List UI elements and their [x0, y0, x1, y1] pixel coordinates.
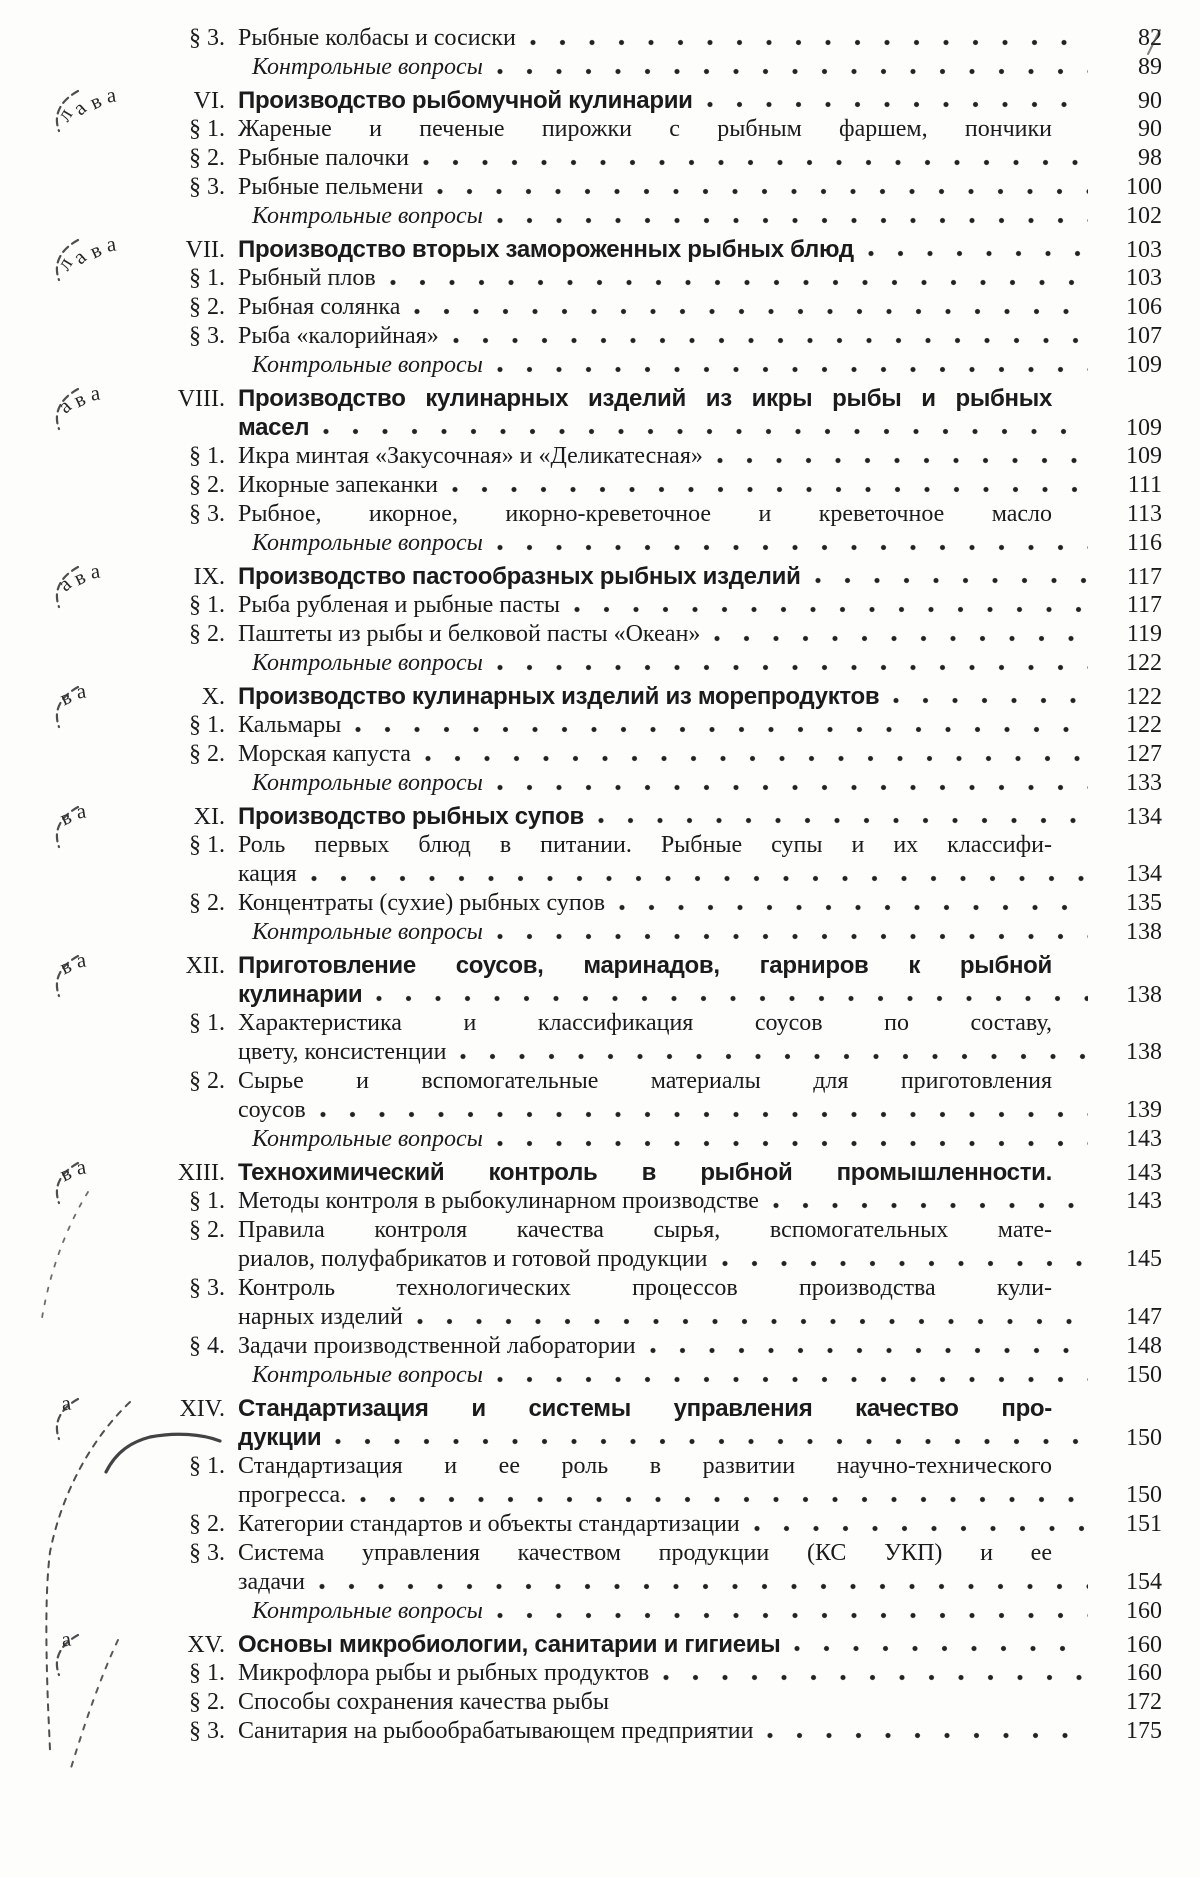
dot-leader: [717, 457, 1088, 464]
entry-title: Основы микробиологии, санитарии и гигиеиы: [238, 1631, 781, 1658]
entry-title: нарных изделий: [238, 1304, 403, 1330]
toc-line: [150, 1245, 1162, 1274]
toc-line: [150, 1423, 1162, 1452]
dot-leader: [453, 337, 1088, 344]
chapter-numeral: XI.: [193, 804, 225, 830]
margin-glava-fragment: ава: [62, 377, 150, 419]
page-number: 160: [1126, 1660, 1162, 1686]
page-number: 160: [1126, 1598, 1162, 1624]
toc-chapter-row: [59, 1390, 1162, 1423]
page-number: 160: [1126, 1632, 1162, 1658]
page-number: 145: [1126, 1246, 1162, 1272]
margin-glava-fragment: лава: [62, 228, 150, 270]
dot-leader: [497, 1376, 1088, 1383]
entry-title: Стандартизация и ее роль в развитии научно-технического: [238, 1453, 1052, 1479]
entry-title: Контрольные вопросы: [252, 203, 483, 229]
dot-leader: [390, 279, 1088, 286]
page-number: 100: [1126, 174, 1162, 200]
entry-title: Контрольные вопросы: [252, 530, 483, 556]
entry-title: Контрольные вопросы: [252, 1362, 483, 1388]
toc-line: [150, 1187, 1162, 1216]
page-number: 175: [1126, 1718, 1162, 1744]
page-number: 113: [1126, 501, 1162, 527]
toc-chapter-row: [51, 231, 1162, 275]
toc-line: [150, 351, 1162, 380]
dot-leader: [335, 1438, 1088, 1445]
entry-title: Производство пастообразных рыбных изделий: [238, 563, 801, 590]
entry-title: Рыбные палочки: [238, 145, 409, 171]
section-label: § 2.: [189, 472, 225, 498]
entry-title: Система управления качеством продукции (КС УКП) и ее: [238, 1540, 1052, 1566]
entry-title: Категории стандартов и объекты стандартизации: [238, 1511, 740, 1537]
dot-leader: [497, 544, 1088, 551]
entry-title: масел: [238, 414, 310, 441]
pen-flourish: [48, 801, 88, 849]
page-number: 172: [1126, 1689, 1162, 1715]
toc-line: [150, 1067, 1162, 1096]
entry-title: соусов: [238, 1097, 306, 1123]
pen-flourish: [48, 561, 88, 609]
chapter-numeral: XV.: [187, 1632, 225, 1658]
entry-title: кулинарии: [238, 981, 363, 1008]
dot-leader: [497, 366, 1088, 373]
page-number: 90: [1138, 116, 1162, 142]
page-number: 122: [1126, 650, 1162, 676]
entry-title: задачи: [238, 1569, 305, 1595]
dot-leader: [320, 1111, 1088, 1118]
section-label: § 1.: [189, 1660, 225, 1686]
entry-title: Приготовление соусов, маринадов, гарниров к рыбной: [238, 952, 1052, 979]
dot-leader: [663, 1674, 1088, 1681]
page-number: 138: [1126, 919, 1162, 945]
pen-flourish: [48, 1393, 88, 1441]
entry-title: Рыба «калорийная»: [238, 323, 439, 349]
section-label: § 3.: [189, 323, 225, 349]
toc-line: [150, 1303, 1162, 1332]
section-label: § 1.: [189, 712, 225, 738]
entry-title: Рыбные колбасы и сосиски: [238, 25, 516, 51]
section-label: § 1.: [189, 592, 225, 618]
toc-line: [150, 1568, 1162, 1597]
page-number: 107: [1126, 323, 1162, 349]
entry-title: Стандартизация и системы управления качество про-: [238, 1395, 1052, 1422]
entry-title: дукции: [238, 1424, 322, 1451]
section-label: § 2.: [189, 890, 225, 916]
margin-glava-fragment: ва: [62, 795, 150, 837]
page-number: 98: [1138, 145, 1162, 171]
page-number: 138: [1126, 1039, 1162, 1065]
toc-chapter-row: [52, 380, 1162, 418]
toc-line: [150, 620, 1162, 649]
section-label: § 2.: [189, 621, 225, 647]
dot-leader: [497, 1140, 1088, 1147]
toc-line: [150, 1009, 1162, 1038]
dot-leader: [497, 933, 1088, 940]
page-number: 122: [1126, 712, 1162, 738]
section-label: § 1.: [189, 265, 225, 291]
page-number: 150: [1126, 1362, 1162, 1388]
entry-title: Рыбные пельмени: [238, 174, 424, 200]
dot-leader: [452, 486, 1088, 493]
dot-leader: [714, 635, 1088, 642]
toc-line: [150, 500, 1162, 529]
page-number: 150: [1126, 1425, 1162, 1451]
entry-title: Микрофлора рыбы и рыбных продуктов: [238, 1660, 650, 1686]
entry-title: Контрольные вопросы: [252, 352, 483, 378]
section-label: § 2.: [189, 741, 225, 767]
chapter-numeral: X.: [201, 684, 225, 710]
page-number: 134: [1126, 804, 1162, 830]
chapter-numeral: XII.: [185, 953, 225, 979]
toc-line: [150, 1216, 1162, 1245]
section-label: § 1.: [189, 1453, 225, 1479]
entry-title: Производство кулинарных изделий из икры рыбы и рыбных: [238, 385, 1052, 412]
section-label: § 3.: [189, 1718, 225, 1744]
page-number: 133: [1126, 770, 1162, 796]
page-number: 147: [1126, 1304, 1162, 1330]
chapter-numeral: XIII.: [177, 1160, 225, 1186]
page-number: 134: [1126, 861, 1162, 887]
toc-chapter-row: [55, 947, 1162, 980]
toc-line: [150, 1125, 1162, 1154]
toc-line: [150, 1096, 1162, 1125]
page-number: 139: [1126, 1097, 1162, 1123]
section-label: § 2.: [189, 294, 225, 320]
dot-leader: [893, 697, 1088, 704]
entry-title: риалов, полуфабрикатов и готовой продукции: [238, 1246, 708, 1272]
dot-leader: [417, 1318, 1088, 1325]
toc-line: [150, 1510, 1162, 1539]
page-number: 148: [1126, 1333, 1162, 1359]
section-label: § 3.: [189, 1540, 225, 1566]
dot-leader: [423, 159, 1088, 166]
section-label: § 1.: [189, 1188, 225, 1214]
toc-line: [150, 144, 1162, 173]
toc-line: [150, 413, 1162, 442]
entry-title: Контрольные вопросы: [252, 650, 483, 676]
toc-line: [150, 1481, 1162, 1510]
entry-title: Технохимический контроль в рыбной промышленности.: [238, 1159, 1052, 1186]
entry-title: Сырье и вспомогательные материалы для приготовления: [238, 1068, 1052, 1094]
dot-leader: [319, 1583, 1088, 1590]
dot-leader: [497, 1612, 1088, 1619]
entry-title: Жареные и печеные пирожки с рыбным фаршем, пончики: [238, 116, 1052, 142]
page-number: 122: [1126, 684, 1162, 710]
dot-leader: [497, 217, 1088, 224]
toc-chapter-row: [59, 1626, 1162, 1659]
dot-leader: [497, 68, 1088, 75]
section-label: § 1.: [189, 832, 225, 858]
toc-line: [150, 889, 1162, 918]
page-number: 154: [1126, 1569, 1162, 1595]
toc-line: [150, 1688, 1162, 1717]
pen-flourish: [48, 950, 88, 998]
entry-title: Производство рыбных супов: [238, 803, 584, 830]
dot-leader: [425, 755, 1088, 762]
toc-line: [150, 831, 1162, 860]
margin-glava-fragment: ва: [62, 675, 150, 717]
page-number: 150: [1126, 1482, 1162, 1508]
section-label: § 3.: [189, 1275, 225, 1301]
toc-line: [150, 202, 1162, 231]
section-label: § 2.: [189, 1511, 225, 1537]
page-number: 119: [1126, 621, 1162, 647]
toc-line: [150, 980, 1162, 1009]
dot-leader: [323, 428, 1088, 435]
dot-leader: [767, 1732, 1088, 1739]
dot-leader: [598, 817, 1088, 824]
toc-line: [150, 711, 1162, 740]
toc-line: [150, 591, 1162, 620]
toc-line: [150, 529, 1162, 558]
dot-leader: [574, 606, 1088, 613]
page-number: 143: [1126, 1126, 1162, 1152]
entry-title: Икорные запеканки: [238, 472, 439, 498]
toc-line: [150, 1659, 1162, 1688]
toc-line: [150, 293, 1162, 322]
toc-line: [150, 442, 1162, 471]
toc-line: [150, 1539, 1162, 1568]
dot-leader: [414, 308, 1088, 315]
section-label: § 2.: [189, 1217, 225, 1243]
toc-chapter-row: [55, 798, 1162, 831]
page-number: 117: [1126, 564, 1162, 590]
dot-leader: [794, 1645, 1088, 1652]
entry-title: Производство рыбомучной кулинарии: [238, 87, 693, 114]
section-label: § 1.: [189, 1010, 225, 1036]
dot-leader: [360, 1496, 1088, 1503]
entry-title: Производство кулинарных изделий из морепродуктов: [238, 683, 880, 710]
entry-title: Роль первых блюд в питании. Рыбные супы и их классифи-: [238, 832, 1052, 858]
chapter-numeral: VIII.: [177, 386, 225, 412]
toc-line: [150, 53, 1162, 82]
dot-leader: [619, 904, 1088, 911]
entry-title: Способы сохранения качества рыбы: [238, 1689, 609, 1715]
toc-chapter-row: [55, 678, 1162, 711]
section-label: § 2.: [189, 1068, 225, 1094]
margin-glava-fragment: ва: [62, 944, 150, 986]
dot-leader: [650, 1347, 1088, 1354]
toc-line: [150, 1361, 1162, 1390]
entry-title: цвету, консистенции: [238, 1039, 447, 1065]
section-label: § 2.: [189, 1689, 225, 1715]
entry-title: Рыбная солянка: [238, 294, 401, 320]
toc-line: [150, 264, 1162, 293]
section-label: § 3.: [189, 501, 225, 527]
pen-flourish: [48, 234, 88, 282]
margin-glava-fragment: а: [62, 1387, 150, 1429]
entry-title: Рыба рубленая и рыбные пасты: [238, 592, 561, 618]
page-number: 103: [1126, 265, 1162, 291]
toc-line: [150, 1332, 1162, 1361]
page-number: 116: [1126, 530, 1162, 556]
dot-leader: [376, 995, 1088, 1002]
toc-line: [150, 471, 1162, 500]
entry-title: Икра минтая «Закусочная» и «Деликатесная»: [238, 443, 703, 469]
entry-title: Концентраты (сухие) рыбных супов: [238, 890, 606, 916]
page-number: 117: [1126, 592, 1162, 618]
toc-line: [150, 24, 1162, 53]
dot-leader: [815, 577, 1088, 584]
section-label: § 3.: [189, 174, 225, 200]
entry-title: Методы контроля в рыбокулинарном производстве: [238, 1188, 759, 1214]
chapter-numeral: VII.: [185, 237, 225, 263]
dot-leader: [530, 39, 1088, 46]
page-number: 143: [1126, 1188, 1162, 1214]
toc-line: [150, 173, 1162, 202]
entry-title: Санитария на рыбообрабатывающем предприятии: [238, 1718, 754, 1744]
entry-title: Характеристика и классификация соусов по составу,: [238, 1010, 1052, 1036]
section-label: § 2.: [189, 145, 225, 171]
dot-leader: [722, 1260, 1088, 1267]
toc-line: [150, 1717, 1162, 1746]
entry-title: Контрольные вопросы: [252, 54, 483, 80]
page-number: 109: [1126, 443, 1162, 469]
page-number: 151: [1126, 1511, 1162, 1537]
toc-chapter-row: [51, 82, 1162, 126]
section-label: § 4.: [189, 1333, 225, 1359]
toc-line: [150, 115, 1162, 144]
section-label: § 3.: [189, 25, 225, 51]
toc-chapter-row: [55, 1154, 1162, 1187]
page-number: 111: [1127, 472, 1162, 498]
entry-title: Контрольные вопросы: [252, 1598, 483, 1624]
page-number: 109: [1126, 415, 1162, 441]
dot-leader: [460, 1053, 1088, 1060]
pen-flourish: [48, 383, 88, 431]
section-label: § 1.: [189, 443, 225, 469]
dot-leader: [868, 250, 1088, 257]
entry-title: кация: [238, 861, 297, 887]
dot-leader: [497, 664, 1088, 671]
pen-flourish: [48, 681, 88, 729]
dot-leader: [773, 1202, 1088, 1209]
page-number: 135: [1126, 890, 1162, 916]
chapter-numeral: VI.: [193, 88, 225, 114]
toc-line: [150, 769, 1162, 798]
entry-title: Правила контроля качества сырья, вспомогательных мате-: [238, 1217, 1052, 1243]
toc-line: [150, 918, 1162, 947]
toc-line: [150, 740, 1162, 769]
toc-line: [150, 1038, 1162, 1067]
entry-title: Контрольные вопросы: [252, 1126, 483, 1152]
dot-leader: [497, 784, 1088, 791]
toc-line: [150, 322, 1162, 351]
entry-title: Паштеты из рыбы и белковой пасты «Океан»: [238, 621, 701, 647]
dot-leader: [355, 726, 1088, 733]
entry-title: Задачи производственной лаборатории: [238, 1333, 636, 1359]
pen-flourish: [48, 1629, 88, 1677]
page-number: 103: [1126, 237, 1162, 263]
entry-title: Контрольные вопросы: [252, 919, 483, 945]
chapter-numeral: IX.: [193, 564, 225, 590]
section-label: § 1.: [189, 116, 225, 142]
page-number: 82: [1138, 25, 1162, 51]
entry-title: Кальмары: [238, 712, 342, 738]
toc-line: [150, 1597, 1162, 1626]
pen-flourish: [48, 1157, 88, 1205]
entry-title: Рыбное, икорное, икорно-креветочное и креветочное масло: [238, 501, 1052, 527]
entry-title: Морская капуста: [238, 741, 411, 767]
page-number: 90: [1138, 88, 1162, 114]
page-number: 106: [1126, 294, 1162, 320]
margin-glava-fragment: лава: [62, 79, 150, 121]
margin-glava-fragment: ава: [62, 555, 150, 597]
dot-leader: [311, 875, 1088, 882]
page-number: 127: [1126, 741, 1162, 767]
margin-glava-fragment: а: [62, 1623, 150, 1665]
pen-flourish: [48, 85, 88, 133]
entry-title: Производство вторых замороженных рыбных блюд: [238, 236, 854, 263]
dot-leader: [754, 1525, 1088, 1532]
page-number: 138: [1126, 982, 1162, 1008]
toc-chapter-row: [52, 558, 1162, 596]
entry-title: прогресса.: [238, 1482, 347, 1508]
margin-glava-fragment: ва: [62, 1151, 150, 1193]
toc-line: [150, 1452, 1162, 1481]
page-number: 109: [1126, 352, 1162, 378]
toc-line: [150, 1274, 1162, 1303]
dot-leader: [437, 188, 1088, 195]
toc-line: [150, 860, 1162, 889]
entry-title: Контроль технологических процессов производства кули-: [238, 1275, 1052, 1301]
dot-leader: [707, 101, 1088, 108]
page-number: 89: [1138, 54, 1162, 80]
entry-title: Рыбный плов: [238, 265, 376, 291]
entry-title: Контрольные вопросы: [252, 770, 483, 796]
toc-line: [150, 649, 1162, 678]
page-number: 102: [1126, 203, 1162, 229]
page-number: 143: [1126, 1160, 1162, 1186]
chapter-numeral: XIV.: [179, 1396, 225, 1422]
